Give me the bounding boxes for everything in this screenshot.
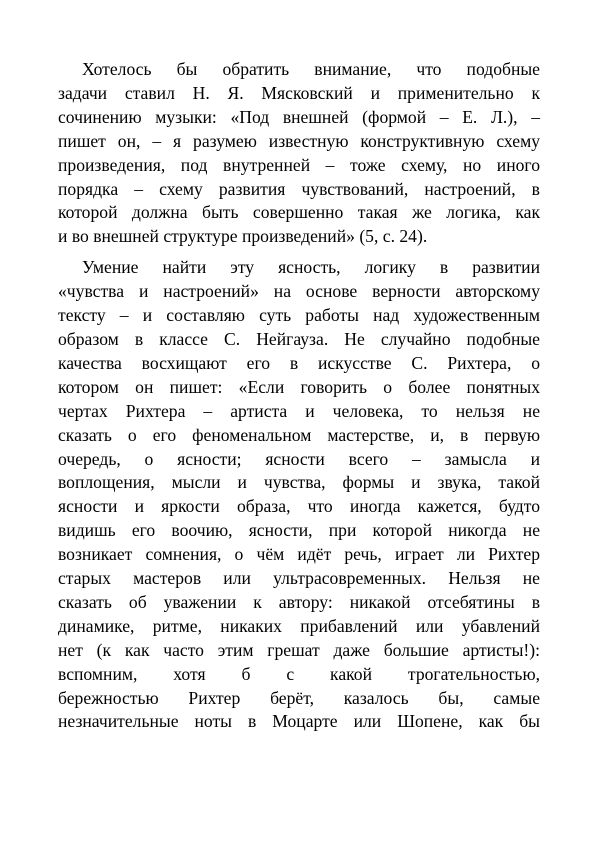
text-line: сочинению музыки: «Под внешней (формой – Е. Л.), – [58,106,540,127]
text-line: вспомним, хотя б с какой трогательностью, [58,663,540,684]
text-line: Умение найти эту ясность, логику в развитии [82,257,540,278]
text-line: и во внешней структуре произведений» (5, с. 24). [58,226,428,247]
text-line: очередь, о ясности; ясности всего – замысла и [58,448,540,469]
text-line: видишь его воочию, ясности, при которой никогда не [58,520,540,541]
text-line: задачи ставил Н. Я. Мясковский и применительно к [58,82,540,103]
text-line: старых мастеров или ультрасовременных. Нельзя не [58,568,540,589]
text-line: чертах Рихтера – артиста и человека, то нельзя не [58,400,540,421]
text-line: качества восхищают его в искусстве С. Рихтера, о [58,352,540,373]
text-line: динамике, ритме, никаких прибавлений или убавлений [58,615,540,636]
text-line: котором он пишет: «Если говорить о более понятных [58,376,540,397]
text-line: пишет он, – я разумею известную конструктивную схему [58,130,540,151]
text-line: сказать о его феноменальном мастерстве, и, в первую [58,424,540,445]
text-line: которой должна быть совершенно такая же логика, как [58,202,540,223]
body-text [58,58,540,734]
text-line: сказать об уважении к автору: никакой отсебятины в [58,591,540,612]
paragraph [58,58,540,249]
text-line: незначительные ноты в Моцарте или Шопене, как бы [58,711,540,732]
text-line: порядка – схему развития чувствований, настроений, в [58,178,540,199]
text-line: Хотелось бы обратить внимание, что подобные [82,59,540,79]
text-line: «чувства и настроений» на основе верности авторскому [58,281,540,302]
text-line: нет (к как часто этим грешат даже большие артисты!): [58,639,540,660]
text-line: произведения, под внутренней – тоже схему, но иного [58,154,540,175]
paragraph [58,256,540,734]
text-line: бережностью Рихтер берёт, казалось бы, самые [58,687,540,708]
text-line: образом в классе С. Нейгауза. Не случайно подобные [58,328,540,349]
text-line: тексту – и составляю суть работы над художественным [58,305,540,326]
text-line: ясности и яркости образа, что иногда кажется, будто [58,496,540,517]
text-line: возникает сомнения, о чём идёт речь, играет ли Рихтер [58,544,540,565]
text-line: воплощения, мысли и чувства, формы и звука, такой [58,472,540,493]
